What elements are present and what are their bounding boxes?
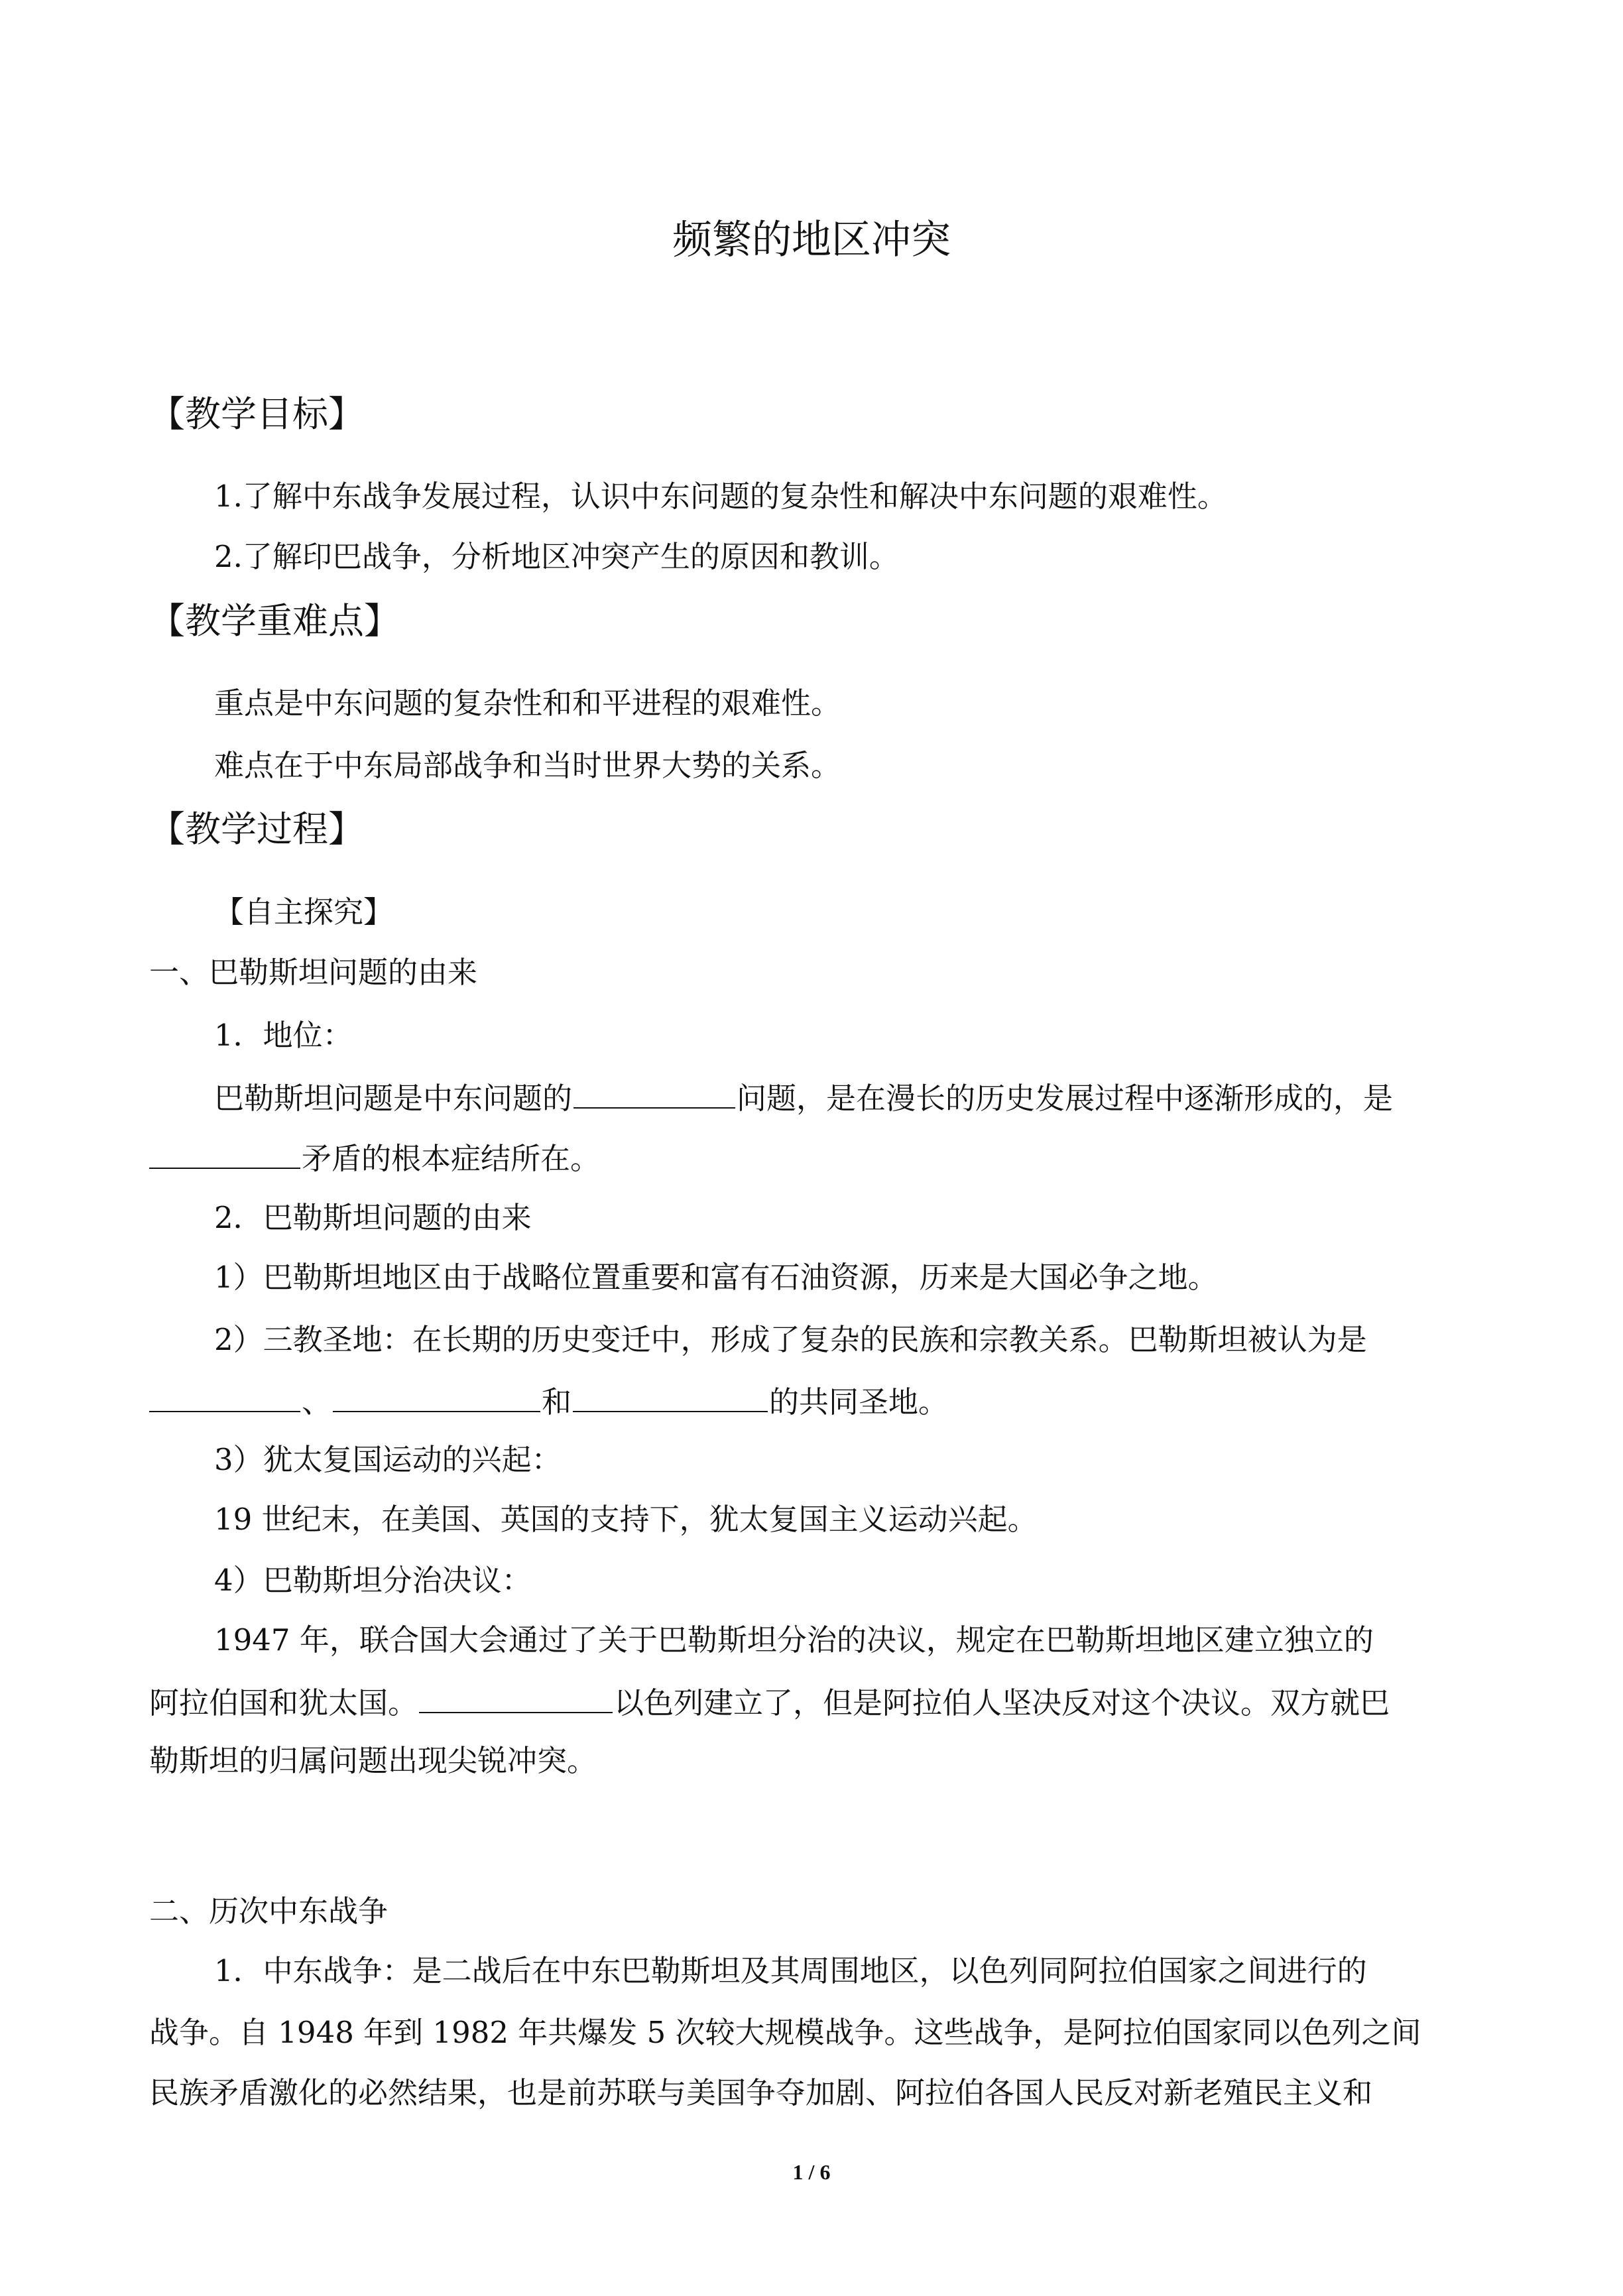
part1-p2-item4-line3: 勒斯坦的归属问题出现尖锐冲突。	[149, 1743, 597, 1778]
part2-p1-line3: 民族矛盾激化的必然结果，也是前苏联与美国争夺加剧、阿拉伯各国人民反对新老殖民主义和	[149, 2075, 1373, 2110]
fill-blank[interactable]	[333, 1379, 540, 1412]
part1-p2-item4-line2	[149, 1680, 1390, 1723]
part1-p2-item1: 1）巴勒斯坦地区由于战略位置重要和富有石油资源，历来是大国必争之地。	[214, 1260, 1218, 1295]
section-heading-process: 【教学过程】	[149, 808, 364, 850]
keypoint-item-1: 重点是中东问题的复杂性和和平进程的艰难性。	[214, 686, 841, 721]
part1-p2-item3: 3）犹太复国运动的兴起：	[214, 1442, 562, 1477]
subheading-self-study: 【自主探究】	[214, 894, 394, 930]
part1-p2-item2: 2）三教圣地：在长期的历史变迁中，形成了复杂的民族和宗教关系。巴勒斯坦被认为是	[214, 1322, 1367, 1357]
text: 、	[302, 1384, 332, 1420]
fill-blank[interactable]	[419, 1680, 613, 1713]
fill-blank[interactable]	[573, 1075, 735, 1109]
part1-p2-head: 2．巴勒斯坦问题的由来	[214, 1200, 532, 1235]
section-heading-keypoints: 【教学重难点】	[149, 600, 400, 642]
fill-blank[interactable]	[149, 1136, 300, 1169]
part1-p1-line1	[214, 1075, 1393, 1118]
part1-p2-item4: 4）巴勒斯坦分治决议：	[214, 1563, 532, 1598]
part1-p1-head: 1．地位：	[214, 1018, 353, 1053]
part2-p1-line1: 1．中东战争：是二战后在中东巴勒斯坦及其周围地区，以色列同阿拉伯国家之间进行的	[214, 1953, 1367, 1988]
page-number: 1 / 6	[792, 2160, 831, 2184]
part1-p1-line2	[149, 1136, 600, 1179]
text: 的共同圣地。	[769, 1384, 949, 1420]
text: 和	[542, 1384, 572, 1420]
fill-blank[interactable]	[149, 1379, 300, 1412]
document-title: 频繁的地区冲突	[672, 217, 951, 263]
fill-blank[interactable]	[573, 1379, 768, 1412]
part1-p2-item3-text: 19 世纪末，在美国、英国的支持下，犹太复国主义运动兴起。	[214, 1502, 1038, 1537]
text: 巴勒斯坦问题是中东问题的	[214, 1081, 573, 1116]
part1-p2-item2-blanks	[149, 1379, 948, 1422]
keypoint-item-2: 难点在于中东局部战争和当时世界大势的关系。	[214, 748, 841, 783]
part2-p1-line2: 战争。自 1948 年到 1982 年共爆发 5 次较大规模战争。这些战争，是阿拉伯国家同以色列之间	[149, 2015, 1421, 2050]
part2-title: 二、历次中东战争	[149, 1894, 389, 1929]
text: 阿拉伯国和犹太国。	[149, 1685, 418, 1721]
part1-title: 一、巴勒斯坦问题的由来	[149, 955, 478, 990]
text: 问题，是在漫长的历史发展过程中逐渐形成的，是	[737, 1081, 1394, 1116]
part1-p2-item4-line1: 1947 年，联合国大会通过了关于巴勒斯坦分治的决议，规定在巴勒斯坦地区建立独立的	[214, 1622, 1374, 1658]
text: 以色列建立了，但是阿拉伯人坚决反对这个决议。双方就巴	[614, 1685, 1390, 1721]
goal-item-1: 1.了解中东战争发展过程，认识中东问题的复杂性和解决中东问题的艰难性。	[214, 479, 1227, 514]
text: 矛盾的根本症结所在。	[302, 1141, 601, 1176]
goal-item-2: 2.了解印巴战争，分析地区冲突产生的原因和教训。	[214, 539, 899, 574]
section-heading-goals: 【教学目标】	[149, 393, 364, 435]
